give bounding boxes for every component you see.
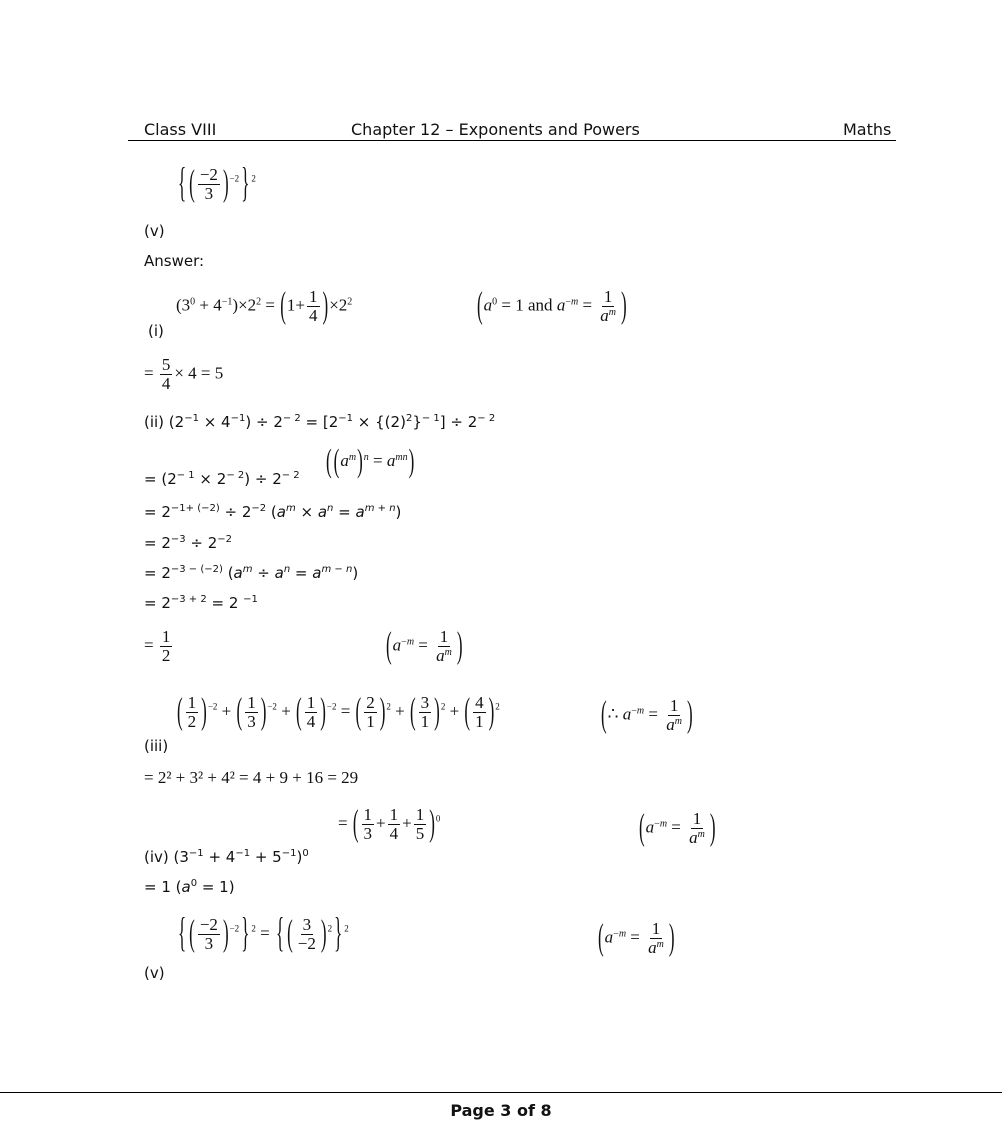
part-iv-result: = 1 $(a^0 = 1)$ [144,878,235,896]
part-iii-equation: ( $\frac{1}{2}$ )$^{-2}$ + ( $\frac{1}{3}$ )$^{-2}$ + ( $\frac{1}{4}$ )$^{-2}$ = ( $\frac{2}{1}$ )$^2$ + ( $\frac{3}{1}$ )$^2$ + ( $\frac{4}{1}$ )$^2$ [177,690,500,733]
question-v-label: (v) [144,222,165,240]
part-iii-result: = 2² + 3² + 4² = 4 + 9 + 16 = 29 [144,768,359,787]
part-v-label: (v) [144,964,165,982]
part-ii-line-3: = $2^{-1+ (-2)} \div 2^{-2}$ $(a^m \times a^n = a^{m + n})$ [144,503,402,521]
part-ii-line-1: (ii) $(2^{-1} \times 4^{-1}) \div 2^{- 2} = [2^{-1} \times \{(2)^2\}^{- 1}] \div 2^{- 2}$ [144,413,496,431]
subject-label: Maths [843,120,892,139]
answer-label: Answer: [144,252,205,270]
part-iv-line: (iv) $(3^{-1} + 4^{-1} + 5^{-1})^0$ [144,848,309,866]
part-ii-line-6: = $2^{-3 + 2} = 2$ $^{-1}$ [144,594,258,612]
footer-rule [0,1092,1002,1093]
part-v-rule: ($a^{-m}$ = $\frac{1}{a^m}$ ) [598,916,675,959]
page-number: Page 3 of 8 [450,1101,552,1120]
part-ii-result: = $\frac{1}{2}$ [144,627,171,665]
class-label: Class VIII [144,120,217,139]
part-v-equation: { ( $\frac{-2}{3}$ )$^{-2}$ } $^2$ = { ( $\frac{3}{-2}$ )$^2$ } $^2$ [178,910,349,956]
part-i-equation: $(3^0 + 4^{-1})\times 2^2 = (1+$ $\frac{1}{4}$ )$\times 2^2$ [176,284,353,327]
part-i-result: = $\frac{5}{4}$ × 4 = 5 [144,355,224,393]
part-ii-line-5: = $2^{-3 - (-2)}$ $(a^m \div a^n = a^{m - n})$ [144,564,359,582]
question-v-expression: { ( $\frac{-2}{3}$ )$^{-2}$ } $^2$ [178,160,256,206]
part-ii-line-4: = $2^{-3} \div 2^{-2}$ [144,534,233,552]
part-iii-rule: (∴ $a^{-m}$ = $\frac{1}{a^m}$ ) [601,693,693,736]
part-i-rule: ($a^0 = 1$ and $a^{-m}$ = $\frac{1}{a^m}$ ) [477,284,627,327]
part-iv-expression: = ( $\frac{1}{3}$ + $\frac{1}{4}$ + $\frac{1}{5}$ )$^0$ [338,802,441,845]
part-ii-rule: ($a^{-m}$ = $\frac{1}{a^m}$ ) [386,624,463,667]
part-i-label: (i) [148,322,164,340]
part-ii-line-2: = $(2^{- 1} \times 2^{- 2}) \div 2^{- 2}$ [144,470,300,488]
chapter-title: Chapter 12 – Exponents and Powers [351,120,640,139]
part-iv-rule: ($a^{-m}$ = $\frac{1}{a^m}$ ) [639,806,716,849]
part-iii-label: (iii) [144,737,169,755]
part-ii-power-rule: ( $(a^m)^n = a^{mn}$) [326,443,415,480]
header-rule [128,140,896,141]
